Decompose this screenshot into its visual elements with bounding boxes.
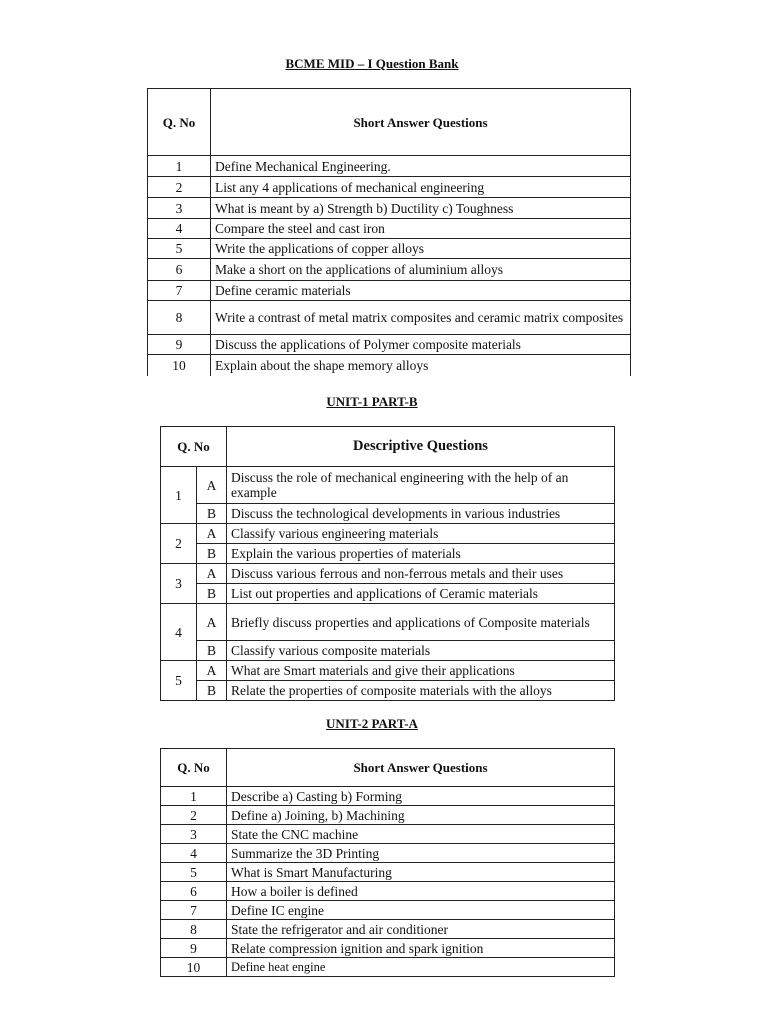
unit2-part-a-table xyxy=(160,748,615,977)
q-number: 4 xyxy=(161,604,197,661)
q-no-header: Q. No xyxy=(161,749,227,787)
question-text: Define heat engine xyxy=(227,958,615,977)
table-row xyxy=(148,177,631,198)
q-number: 4 xyxy=(148,219,211,239)
page-cut-mask xyxy=(147,376,633,379)
question-text: Describe a) Casting b) Forming xyxy=(227,787,615,806)
part-b-label: B xyxy=(197,584,227,604)
q-number: 2 xyxy=(161,524,197,564)
part-b-label: B xyxy=(197,544,227,564)
q-number: 8 xyxy=(148,301,211,335)
q-number: 9 xyxy=(148,335,211,355)
question-text: List any 4 applications of mechanical engineering xyxy=(211,177,631,198)
question-text: Define IC engine xyxy=(227,901,615,920)
question-text: Define Mechanical Engineering. xyxy=(211,156,631,177)
q-number: 10 xyxy=(148,355,211,377)
unit1-part-a-table xyxy=(147,88,631,377)
question-text: What is meant by a) Strength b) Ductility c) Toughness xyxy=(211,198,631,219)
table-row xyxy=(161,467,615,504)
table-row xyxy=(148,239,631,259)
part-a-label: A xyxy=(197,564,227,584)
q-number: 1 xyxy=(148,156,211,177)
q-number: 4 xyxy=(161,844,227,863)
question-text: Discuss the technological developments in various industries xyxy=(227,504,615,524)
table-row xyxy=(148,219,631,239)
table-row xyxy=(161,584,615,604)
question-text: Discuss the role of mechanical engineering with the help of an example xyxy=(227,467,615,504)
question-text: Compare the steel and cast iron xyxy=(211,219,631,239)
table-row xyxy=(161,641,615,661)
table-row xyxy=(161,787,615,806)
q-number: 1 xyxy=(161,467,197,524)
table-row xyxy=(161,544,615,564)
table-row xyxy=(148,281,631,301)
table-row xyxy=(161,882,615,901)
question-text: Summarize the 3D Printing xyxy=(227,844,615,863)
question-text: Classify various composite materials xyxy=(227,641,615,661)
table-row xyxy=(161,920,615,939)
q-number: 3 xyxy=(161,825,227,844)
unit1-part-b-table xyxy=(160,426,615,701)
questions-header: Descriptive Questions xyxy=(227,427,615,467)
q-number: 3 xyxy=(148,198,211,219)
table-row xyxy=(161,661,615,681)
table-row xyxy=(161,681,615,701)
questions-header: Short Answer Questions xyxy=(227,749,615,787)
question-text: Briefly discuss properties and applications of Composite materials xyxy=(227,604,615,641)
question-text: What are Smart materials and give their applications xyxy=(227,661,615,681)
table-row xyxy=(161,806,615,825)
table-row xyxy=(161,564,615,584)
table-row xyxy=(161,604,615,641)
table-row xyxy=(161,939,615,958)
q-number: 9 xyxy=(161,939,227,958)
table-row xyxy=(148,355,631,377)
q-number: 6 xyxy=(148,259,211,281)
q-number: 10 xyxy=(161,958,227,977)
question-text: What is Smart Manufacturing xyxy=(227,863,615,882)
table-row xyxy=(148,156,631,177)
question-text: Define a) Joining, b) Machining xyxy=(227,806,615,825)
table-row xyxy=(161,844,615,863)
question-text: Write a contrast of metal matrix composites and ceramic matrix composites xyxy=(211,301,631,335)
q-no-header: Q. No xyxy=(148,89,211,156)
question-text: Define ceramic materials xyxy=(211,281,631,301)
q-number: 5 xyxy=(161,661,197,701)
section-title-unit1-part-b: UNIT-1 PART-B xyxy=(326,394,418,409)
q-number: 2 xyxy=(161,806,227,825)
document-title: BCME MID – I Question Bank xyxy=(285,56,459,71)
section-title-unit2-part-a: UNIT-2 PART-A xyxy=(326,716,418,731)
table-row xyxy=(161,825,615,844)
question-text: Relate the properties of composite materials with the alloys xyxy=(227,681,615,701)
table-row xyxy=(148,259,631,281)
part-b-label: B xyxy=(197,681,227,701)
question-text: Make a short on the applications of aluminium alloys xyxy=(211,259,631,281)
q-number: 5 xyxy=(148,239,211,259)
q-number: 5 xyxy=(161,863,227,882)
table-row xyxy=(161,958,615,977)
question-text: Explain about the shape memory alloys xyxy=(211,355,631,377)
q-number: 7 xyxy=(148,281,211,301)
table-row xyxy=(161,504,615,524)
table-row xyxy=(148,198,631,219)
q-number: 6 xyxy=(161,882,227,901)
question-text: List out properties and applications of Ceramic materials xyxy=(227,584,615,604)
table-row xyxy=(161,901,615,920)
question-text: State the refrigerator and air conditioner xyxy=(227,920,615,939)
q-number: 3 xyxy=(161,564,197,604)
part-a-label: A xyxy=(197,467,227,504)
table-row xyxy=(148,301,631,335)
question-text: Classify various engineering materials xyxy=(227,524,615,544)
q-no-header: Q. No xyxy=(161,427,227,467)
question-text: Relate compression ignition and spark ignition xyxy=(227,939,615,958)
q-number: 7 xyxy=(161,901,227,920)
table-row xyxy=(148,335,631,355)
table-row xyxy=(161,863,615,882)
question-text: State the CNC machine xyxy=(227,825,615,844)
part-a-label: A xyxy=(197,524,227,544)
part-a-label: A xyxy=(197,661,227,681)
question-text: Explain the various properties of materials xyxy=(227,544,615,564)
part-b-label: B xyxy=(197,641,227,661)
q-number: 8 xyxy=(161,920,227,939)
q-number: 2 xyxy=(148,177,211,198)
question-text: How a boiler is defined xyxy=(227,882,615,901)
question-text: Write the applications of copper alloys xyxy=(211,239,631,259)
part-a-label: A xyxy=(197,604,227,641)
table-row xyxy=(161,524,615,544)
q-number: 1 xyxy=(161,787,227,806)
question-text: Discuss the applications of Polymer composite materials xyxy=(211,335,631,355)
part-b-label: B xyxy=(197,504,227,524)
question-text: Discuss various ferrous and non-ferrous metals and their uses xyxy=(227,564,615,584)
questions-header: Short Answer Questions xyxy=(211,89,631,156)
